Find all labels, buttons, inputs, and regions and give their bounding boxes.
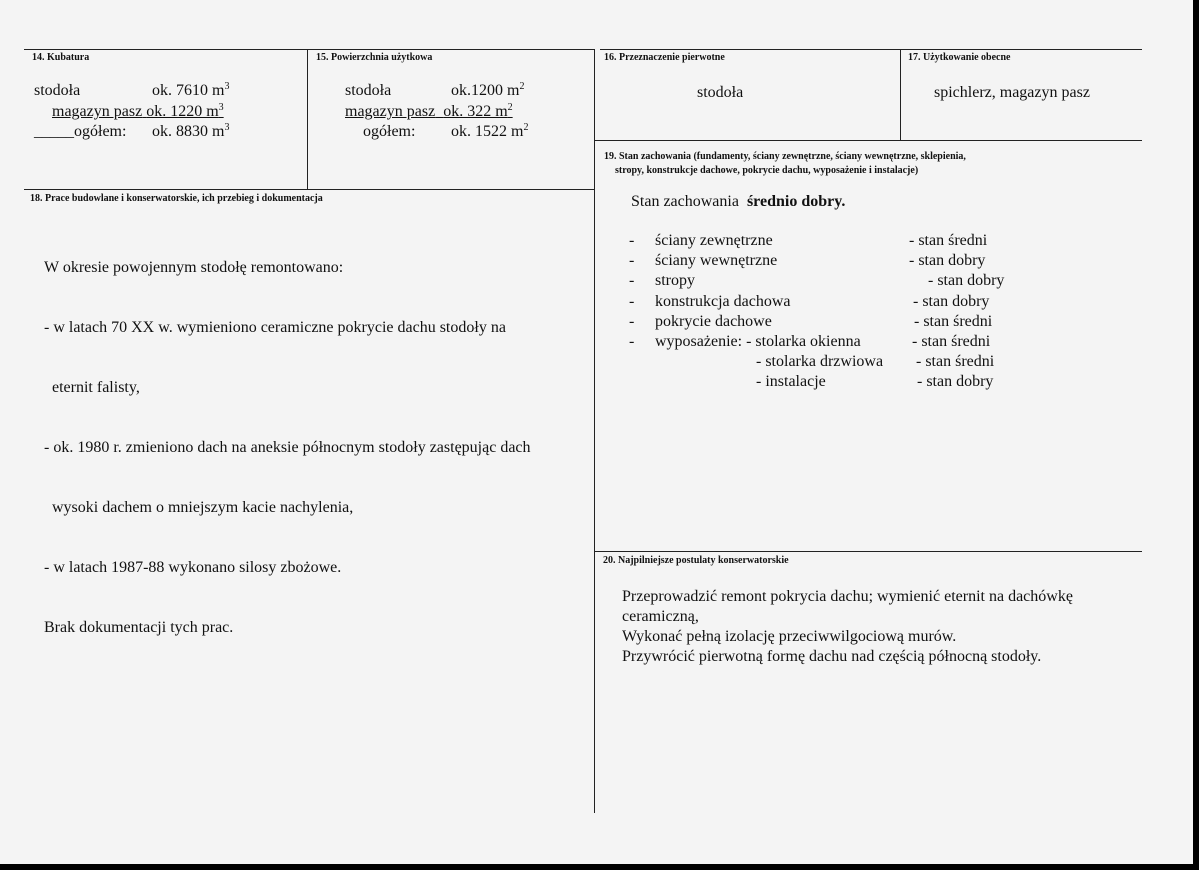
sec19-item-dash: - [629, 252, 635, 270]
sec19-item-dash: - [629, 232, 635, 249]
sec19-summary: Stan zachowania średnio dobry. [631, 193, 846, 210]
rule-v-main [594, 49, 595, 813]
sec19-item-dash: - [629, 333, 635, 350]
sec19-item-name: konstrukcja dachowa [655, 292, 791, 310]
sec19-item-name: ściany zewnętrzne [655, 232, 773, 249]
section-16-label: 16. Przeznaczenie pierwotne [604, 52, 725, 63]
sec18-line: eternit falisty, [44, 379, 140, 396]
sec19-item-dash: - [629, 292, 635, 310]
section-15-label: 15. Powierzchnia użytkowa [316, 52, 433, 63]
section-19-label-line2: stropy, konstrukcje dachowe, pokrycie dachu, wyposażenie i instalacje) [615, 165, 919, 176]
sec19-item-name: ściany wewnętrzne [655, 252, 778, 270]
sec20-line: Przywrócić pierwotną formę dachu nad częścią północną stodoły. [622, 648, 1042, 665]
sec18-line: Brak dokumentacji tych prac. [44, 619, 234, 636]
sec19-item-state: - stan średni [916, 353, 995, 371]
sec14-row-magazyn: magazyn pasz ok. 1220 $m^3$ [52, 102, 224, 120]
sec15-row-magazyn: magazyn pasz ok. 322 $m^2$ [345, 102, 513, 120]
sec14-row-stodola-value: ok. 7610 $m^3$ [152, 81, 230, 99]
sec18-line: wysoki dachem o mniejszym kacie nachylenia, [44, 499, 354, 516]
sec19-item-name: wyposażenie: - stolarka okienna [655, 333, 861, 350]
sec19-item-name: - stolarka drzwiowa [756, 353, 884, 371]
sec15-row-stodola-value: ok.1200 $m^2$ [451, 81, 525, 99]
sec18-text [44, 218, 531, 678]
sec14-row-stodola-name: stodoła [34, 82, 81, 99]
sec19-item-state: - stan średni [912, 333, 991, 350]
section-20-label: 20. Najpilniejsze postulaty konserwatorskie [603, 555, 789, 566]
section-17-label: 17. Użytkowanie obecne [908, 52, 1011, 63]
sec18-line: - w latach 1987-88 wykonano silosy zbożowe. [44, 559, 342, 576]
sec19-summary-value: średnio dobry. [746, 193, 846, 210]
rule-top-left [24, 49, 594, 50]
sec20-text [622, 587, 1073, 667]
sec17-value: spichlerz, magazyn pasz [934, 84, 1090, 101]
sec18-line: - ok. 1980 r. zmieniono dach na aneksie północnym stodoły zastępując dach [44, 439, 531, 456]
sec18-line: W okresie powojennym stodołę remontowano: [44, 259, 344, 276]
sec19-item-dash: - [629, 312, 635, 330]
sec19-item-state: - stan dobry [909, 252, 986, 270]
sec15-row-total-name: ogółem: [363, 123, 416, 140]
section-14-label: 14. Kubatura [32, 52, 90, 63]
sec19-item-state: - stan średni [909, 232, 988, 249]
rule-v-14-15 [307, 49, 308, 189]
sec19-item-dash: - [629, 272, 635, 290]
sec19-item-state: - stan średni [914, 312, 993, 330]
sec20-line: Przeprowadzić remont pokrycia dachu; wymienić eternit na dachówkę [622, 588, 1073, 605]
sec19-item-state: - stan dobry [913, 292, 990, 310]
sec19-item-name: - instalacje [756, 373, 826, 391]
sec18-line: - w latach 70 XX w. wymieniono ceramiczne pokrycie dachu stodoły na [44, 319, 506, 336]
sec19-item-name: stropy [655, 272, 695, 290]
sec15-row-total-value: ok. 1522 $m^2$ [451, 122, 529, 140]
sec14-row-total-name: _____ogółem: [34, 123, 127, 140]
section-18-label: 18. Prace budowlane i konserwatorskie, ich przebieg i dokumentacja [30, 193, 323, 204]
sec19-item-state: - stan dobry [917, 373, 994, 391]
rule-above-19 [594, 140, 1142, 141]
sec16-value: stodoła [697, 84, 744, 101]
sec19-item-state: - stan dobry [928, 272, 1005, 290]
rule-above-20 [594, 551, 1142, 552]
section-19-label-line1: 19. Stan zachowania (fundamenty, ściany zewnętrzne, ściany wewnętrzne, sklepienia, [604, 151, 966, 162]
sec19-item-name: pokrycie dachowe [655, 312, 772, 330]
rule-above-18 [24, 189, 594, 190]
sec14-row-total-value: ok. 8830 $m^3$ [152, 122, 230, 140]
sec20-line: Wykonać pełną izolację przeciwwilgociową murów. [622, 628, 957, 645]
rule-top-right [600, 49, 1142, 50]
sec15-row-stodola-name: stodoła [345, 82, 392, 99]
rule-v-16-17 [900, 49, 901, 140]
sec20-line: ceramiczną, [622, 608, 699, 625]
